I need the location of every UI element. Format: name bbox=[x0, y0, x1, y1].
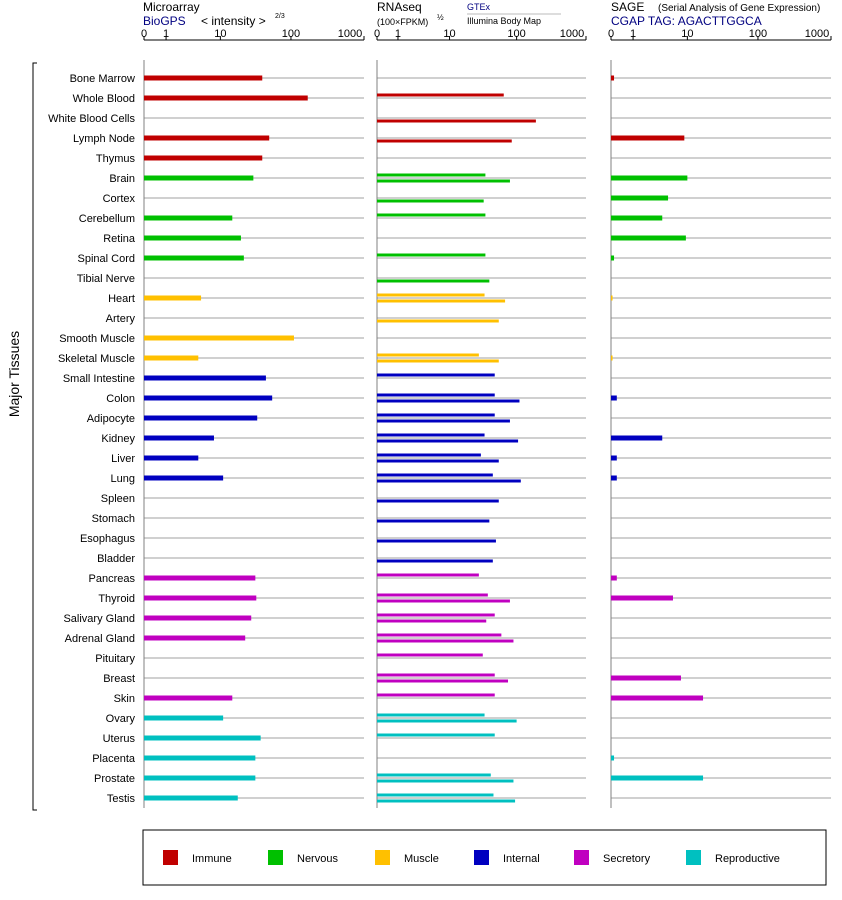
sage-tick-label: 10 bbox=[681, 28, 694, 40]
tissue-label: Esophagus bbox=[79, 533, 135, 545]
tissue-label: Testis bbox=[106, 793, 135, 805]
gtex-bar bbox=[377, 574, 479, 577]
sage-bar bbox=[611, 436, 662, 441]
tissue-label: Lung bbox=[110, 473, 135, 485]
tissue-label: Thyroid bbox=[98, 593, 135, 605]
tissue-label: Salivary Gland bbox=[63, 613, 135, 625]
sage-bar bbox=[611, 576, 617, 581]
gtex-bar bbox=[377, 454, 481, 457]
tissue-label: Breast bbox=[103, 673, 135, 685]
legend-swatch-secretory bbox=[574, 850, 589, 865]
illumina-bar bbox=[377, 320, 499, 323]
microarray-bar bbox=[144, 736, 261, 741]
biogps-link[interactable]: BioGPS bbox=[143, 14, 186, 28]
tissue-label: Thymus bbox=[95, 153, 135, 165]
sage-bar bbox=[611, 356, 613, 361]
tissue-label: Bladder bbox=[97, 553, 135, 565]
microarray-bar bbox=[144, 236, 241, 241]
legend-label-immune: Immune bbox=[192, 853, 232, 865]
illumina-bar bbox=[377, 420, 510, 423]
tissue-label: Ovary bbox=[105, 713, 135, 725]
sage-bar bbox=[611, 296, 613, 301]
microarray-bar bbox=[144, 336, 294, 341]
microarray-bar bbox=[144, 596, 256, 601]
tissue-label: Adipocyte bbox=[86, 413, 135, 425]
microarray-bar bbox=[144, 636, 245, 641]
sage-bar bbox=[611, 176, 687, 181]
illumina-bar bbox=[377, 440, 518, 443]
gtex-bar bbox=[377, 414, 495, 417]
cgap-tag-link[interactable]: CGAP TAG: AGACTTGGCA bbox=[611, 14, 762, 28]
sage-bar bbox=[611, 76, 614, 81]
illumina-bar bbox=[377, 720, 517, 723]
tissue-label: Pancreas bbox=[88, 573, 135, 585]
gtex-bar bbox=[377, 434, 485, 437]
tissue-label: Tibial Nerve bbox=[76, 273, 135, 285]
gtex-link[interactable]: GTEx bbox=[467, 2, 491, 12]
legend-label-internal: Internal bbox=[503, 853, 540, 865]
gtex-bar bbox=[377, 674, 495, 677]
gtex-bar bbox=[377, 294, 485, 297]
tissue-label: Brain bbox=[109, 173, 135, 185]
tissue-label: Placenta bbox=[92, 753, 135, 765]
illumina-bar bbox=[377, 280, 489, 283]
tissue-label: Whole Blood bbox=[72, 93, 135, 105]
tissue-label: Pituitary bbox=[95, 653, 135, 665]
rnaseq-tick-label: 1000 bbox=[559, 28, 585, 40]
microarray-tick-label: 100 bbox=[281, 28, 301, 40]
tissue-label: Uterus bbox=[102, 733, 135, 745]
microarray-bar bbox=[144, 216, 232, 221]
tissue-label: Smooth Muscle bbox=[59, 333, 135, 345]
tissue-label: Lymph Node bbox=[73, 133, 135, 145]
gtex-bar bbox=[377, 474, 493, 477]
sage-bar bbox=[611, 196, 668, 201]
tissue-label: Bone Marrow bbox=[69, 73, 135, 85]
sage-bar bbox=[611, 756, 614, 761]
gtex-bar bbox=[377, 614, 495, 617]
illumina-bar bbox=[377, 180, 510, 183]
sage-bar bbox=[611, 456, 617, 461]
microarray-bar bbox=[144, 256, 244, 261]
illumina-bar bbox=[377, 480, 521, 483]
illumina-label: Illumina Body Map bbox=[467, 16, 542, 26]
tissue-label: Small Intestine bbox=[62, 373, 135, 385]
illumina-bar bbox=[377, 360, 499, 363]
gtex-bar bbox=[377, 254, 485, 257]
microarray-bar bbox=[144, 776, 255, 781]
illumina-bar bbox=[377, 520, 489, 523]
tissues-bracket bbox=[33, 63, 37, 810]
illumina-bar bbox=[377, 680, 508, 683]
rnaseq-tick-label: 100 bbox=[507, 28, 526, 40]
gtex-bar bbox=[377, 634, 501, 637]
tissue-label: White Blood Cells bbox=[48, 113, 135, 125]
sage-bar bbox=[611, 216, 662, 221]
sage-bar bbox=[611, 696, 703, 701]
tissue-label: Retina bbox=[103, 233, 135, 245]
microarray-bar bbox=[144, 456, 198, 461]
tissue-label: Cortex bbox=[102, 193, 135, 205]
illumina-bar bbox=[377, 500, 499, 503]
microarray-unit-exponent: 2/3 bbox=[275, 13, 285, 20]
illumina-bar bbox=[377, 300, 505, 303]
sage-bar bbox=[611, 256, 614, 261]
microarray-bar bbox=[144, 416, 257, 421]
microarray-bar bbox=[144, 576, 255, 581]
gtex-bar bbox=[377, 654, 483, 657]
tissue-label: Artery bbox=[105, 313, 135, 325]
microarray-bar bbox=[144, 796, 238, 801]
microarray-bar bbox=[144, 96, 308, 101]
sage-tick-label: 1000 bbox=[804, 28, 830, 40]
illumina-bar bbox=[377, 560, 493, 563]
microarray-bar bbox=[144, 136, 269, 141]
legend-swatch-immune bbox=[163, 850, 178, 865]
rnaseq-unit-exponent: ½ bbox=[437, 13, 444, 22]
sage-bar bbox=[611, 236, 686, 241]
microarray-bar bbox=[144, 76, 262, 81]
sage-tick-label: 100 bbox=[748, 28, 768, 40]
illumina-bar bbox=[377, 400, 519, 403]
sage-bar bbox=[611, 776, 703, 781]
microarray-bar bbox=[144, 176, 253, 181]
microarray-bar bbox=[144, 696, 232, 701]
microarray-bar bbox=[144, 396, 272, 401]
microarray-bar bbox=[144, 296, 201, 301]
microarray-tick-label: 10 bbox=[214, 28, 227, 40]
microarray-tick-label: 1000 bbox=[337, 28, 363, 40]
tissue-label: Heart bbox=[108, 293, 135, 305]
illumina-bar bbox=[377, 620, 486, 623]
tissue-label: Spleen bbox=[100, 493, 135, 505]
legend-swatch-reproductive bbox=[686, 850, 701, 865]
gtex-bar bbox=[377, 714, 485, 717]
sage-bar bbox=[611, 136, 684, 141]
sage-tick-label: 1 bbox=[630, 28, 637, 40]
tissue-label: Adrenal Gland bbox=[64, 633, 135, 645]
rnaseq-title: RNAseq bbox=[377, 0, 422, 14]
tissue-label: Liver bbox=[111, 453, 135, 465]
microarray-bar bbox=[144, 436, 214, 441]
sage-title: SAGE bbox=[611, 0, 645, 14]
microarray-tick-label: 0 bbox=[140, 28, 148, 40]
legend-swatch-internal bbox=[474, 850, 489, 865]
microarray-tick-label: 1 bbox=[163, 28, 170, 40]
gtex-bar bbox=[377, 174, 485, 177]
gtex-bar bbox=[377, 734, 495, 737]
tissue-label: Colon bbox=[106, 393, 135, 405]
gtex-bar bbox=[377, 694, 495, 697]
illumina-bar bbox=[377, 800, 515, 803]
sage-bar bbox=[611, 396, 617, 401]
illumina-bar bbox=[377, 200, 484, 203]
legend-swatch-muscle bbox=[375, 850, 390, 865]
microarray-bar bbox=[144, 376, 266, 381]
tissue-label: Skin bbox=[113, 693, 135, 705]
tissue-label: Kidney bbox=[101, 433, 135, 445]
tissue-label: Stomach bbox=[91, 513, 135, 525]
illumina-bar bbox=[377, 540, 496, 543]
legend-label-nervous: Nervous bbox=[297, 853, 338, 865]
tissue-labels bbox=[48, 73, 136, 805]
rnaseq-unit: (100×FPKM) bbox=[377, 17, 429, 27]
tissue-label: Spinal Cord bbox=[77, 253, 135, 265]
gtex-bar bbox=[377, 354, 479, 357]
microarray-bar bbox=[144, 616, 251, 621]
illumina-bar bbox=[377, 460, 499, 463]
legend-label-secretory: Secretory bbox=[603, 853, 651, 865]
microarray-bar bbox=[144, 356, 198, 361]
sage-bar bbox=[611, 596, 673, 601]
gtex-bar bbox=[377, 594, 488, 597]
microarray-unit: < intensity > bbox=[201, 14, 266, 28]
gtex-bar bbox=[377, 394, 495, 397]
illumina-bar bbox=[377, 140, 512, 143]
legend-swatch-nervous bbox=[268, 850, 283, 865]
sage-bar bbox=[611, 476, 617, 481]
gtex-bar bbox=[377, 214, 485, 217]
bars-layer bbox=[144, 76, 703, 803]
illumina-bar bbox=[377, 640, 513, 643]
tissue-label: Skeletal Muscle bbox=[57, 353, 135, 365]
sage-tick-label: 0 bbox=[607, 28, 615, 40]
rnaseq-tick-label: 10 bbox=[443, 28, 456, 40]
major-tissues-label: Major Tissues bbox=[6, 330, 22, 418]
legend-label-reproductive: Reproductive bbox=[715, 853, 780, 865]
legend-label-muscle: Muscle bbox=[404, 853, 439, 865]
sage-subtitle: (Serial Analysis of Gene Expression) bbox=[658, 3, 821, 14]
microarray-bar bbox=[144, 156, 262, 161]
microarray-bar bbox=[144, 716, 223, 721]
sage-bar bbox=[611, 676, 681, 681]
axes-layer bbox=[141, 28, 831, 40]
rnaseq-tick-label: 1 bbox=[394, 28, 402, 40]
gtex-bar bbox=[377, 774, 491, 777]
microarray-bar bbox=[144, 476, 223, 481]
rnaseq-tick-label: 0 bbox=[373, 28, 381, 40]
microarray-bar bbox=[144, 756, 255, 761]
illumina-bar bbox=[377, 600, 510, 603]
illumina-bar bbox=[377, 780, 513, 783]
gtex-bar bbox=[377, 374, 495, 377]
tissue-label: Prostate bbox=[94, 773, 135, 785]
tissue-label: Cerebellum bbox=[78, 213, 135, 225]
illumina-bar bbox=[377, 120, 536, 123]
gtex-bar bbox=[377, 94, 504, 97]
gtex-bar bbox=[377, 794, 493, 797]
microarray-title: Microarray bbox=[143, 0, 200, 14]
